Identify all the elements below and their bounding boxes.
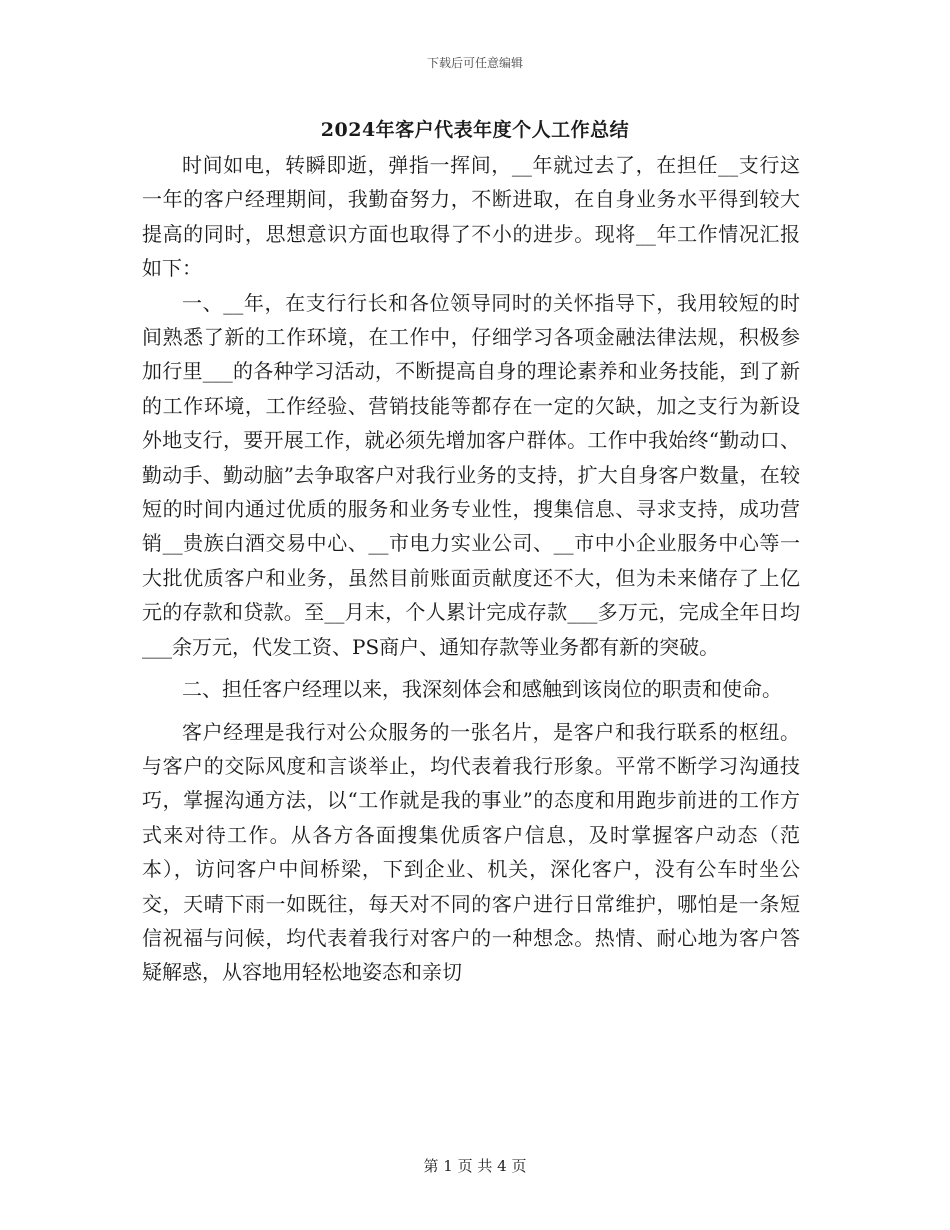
paragraph-section-one: 一、__年，在支行行长和各位领导同时的关怀指导下，我用较短的时间熟悉了新的工作环境，在工作中，仔细学习各项金融法律法规，积极参加行里___的各种学习活动，不断提高自身的理论素养和业务技能，到了新的工作环境，工作经验、营销技能等都存在一定的欠缺，加之支行为新设外地支行，要开展工作，就必须先增加客户群体。工作中我始终“勤动口、勤动手、勤动脑”去争取客户对我行业务的支持，扩大自身客户数量，在较短的时间内通过优质的服务和业务专业性，搜集信息、寻求支持，成功营销__贵族白酒交易中心、__市电力实业公司、__市中小企业服务中心等一大批优质客户和业务，虽然目前账面贡献度还不大，但为未来储存了上亿元的存款和贷款。至__月末，个人累计完成存款___多万元，完成全年日均___余万元，代发工资、PS商户、通知存款等业务都有新的突破。 [142, 290, 800, 659]
page-number: 第 1 页 共 4 页 [423, 1157, 527, 1175]
document-body [142, 148, 800, 990]
paragraph-section-two: 二、担任客户经理以来，我深刻体会和感触到该岗位的职责和使命。 [182, 677, 782, 702]
paragraph-client-manager: 客户经理是我行对公众服务的一张名片，是客户和我行联系的枢纽。与客户的交际风度和言谈举止，均代表着我行形象。平常不断学习沟通技巧，掌握沟通方法，以“工作就是我的事业”的态度和用跑步前进的工作方式来对待工作。从各方各面搜集优质客户信息，及时掌握客户动态（范本），访问客户中间桥梁，下到企业、机关，深化客户，没有公车时坐公交，天晴下雨一如既往，每天对不同的客户进行日常维护，哪怕是一条短信祝福与问候，均代表着我行对客户的一种想念。热情、耐心地为客户答疑解惑，从容地用轻松地姿态和亲切 [142, 719, 800, 985]
document-title: 2024年客户代表年度个人工作总结 [320, 119, 630, 141]
page-header-note: 下载后可任意编辑 [426, 56, 523, 70]
paragraph-intro: 时间如电，转瞬即逝，弹指一挥间，__年就过去了，在担任__支行这一年的客户经理期间，我勤奋努力，不断进取，在自身业务水平得到较大提高的同时，思想意识方面也取得了不小的进步。现将__年工作情况汇报如下： [142, 153, 800, 281]
